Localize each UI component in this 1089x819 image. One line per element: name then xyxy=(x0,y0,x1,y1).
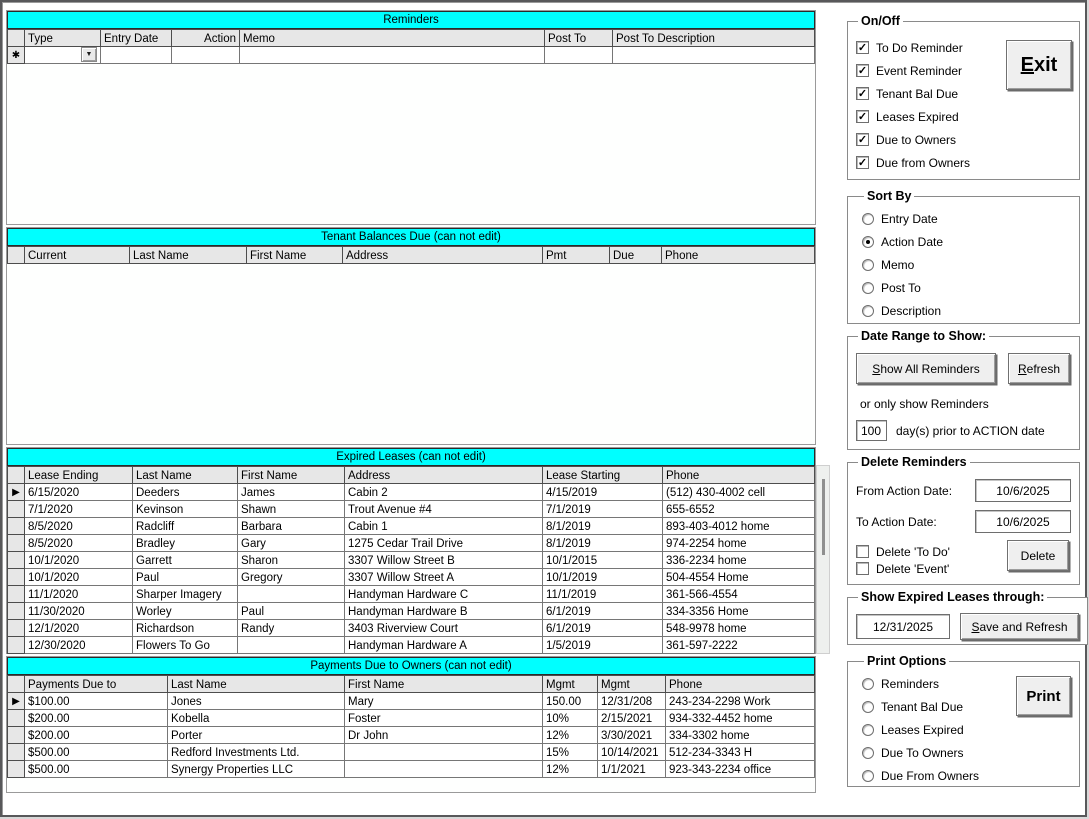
checkbox-leases-expired[interactable] xyxy=(856,105,1071,128)
cell[interactable]: $200.00 xyxy=(25,710,168,727)
tenant-balances-grid-title: Tenant Balances Due (can not edit) xyxy=(7,228,815,246)
current-row-marker[interactable]: ▶ xyxy=(8,693,25,710)
cell[interactable]: Handyman Hardware A xyxy=(345,637,543,654)
cell[interactable]: 1275 Cedar Trail Drive xyxy=(345,535,543,552)
sort-by-group xyxy=(847,189,1080,324)
row-selector[interactable] xyxy=(8,744,25,761)
on-off-group xyxy=(847,14,1080,180)
cell[interactable]: 8/5/2020 xyxy=(25,535,133,552)
from-action-date-label: From Action Date: xyxy=(856,483,953,498)
cell[interactable] xyxy=(238,586,345,603)
print-options-group-title: Print Options xyxy=(867,654,947,668)
row-selector[interactable] xyxy=(8,603,25,620)
exit-button[interactable]: E xit xyxy=(1006,40,1072,90)
column-header[interactable]: Post To Description xyxy=(613,30,815,47)
column-header[interactable]: Phone xyxy=(666,676,815,693)
option-label: Leases Expired xyxy=(881,722,964,737)
cell[interactable]: $200.00 xyxy=(25,727,168,744)
cell[interactable]: 10/1/2019 xyxy=(543,569,663,586)
expired-leases-table xyxy=(7,466,815,654)
save-and-refresh-button[interactable]: S ave and Refresh xyxy=(960,613,1079,640)
cell[interactable]: 12/30/2020 xyxy=(25,637,133,654)
refresh-button[interactable]: R efresh xyxy=(1008,353,1070,384)
cell[interactable]: $100.00 xyxy=(25,693,168,710)
column-header[interactable]: Post To xyxy=(545,30,613,47)
selector-header xyxy=(8,467,25,484)
cell[interactable]: 504-4554 Home xyxy=(663,569,815,586)
option-label: Entry Date xyxy=(881,211,938,226)
cell[interactable]: Handyman Hardware B xyxy=(345,603,543,620)
row-selector[interactable] xyxy=(8,761,25,778)
cell[interactable] xyxy=(345,761,543,778)
cell[interactable]: (512) 430-4002 cell xyxy=(663,484,815,501)
column-header[interactable]: Memo xyxy=(240,30,545,47)
table-row[interactable] xyxy=(8,637,815,654)
table-row[interactable] xyxy=(8,710,815,727)
cell[interactable]: 8/1/2019 xyxy=(543,535,663,552)
cell[interactable]: 655-6552 xyxy=(663,501,815,518)
column-header[interactable]: Last Name xyxy=(168,676,345,693)
radio-memo[interactable] xyxy=(862,253,1071,276)
cell[interactable]: 893-403-4012 home xyxy=(663,518,815,535)
cell[interactable]: 10/1/2020 xyxy=(25,552,133,569)
column-header[interactable]: Phone xyxy=(663,467,815,484)
row-selector[interactable] xyxy=(8,535,25,552)
cell[interactable]: Redford Investments Ltd. xyxy=(168,744,345,761)
checkbox-box-icon[interactable] xyxy=(856,562,869,575)
checkbox-box-icon[interactable]: ✓ xyxy=(857,157,868,169)
expired-through-date-input[interactable]: 12/31/2025 xyxy=(856,614,950,639)
option-label: Due from Owners xyxy=(876,155,971,170)
column-header[interactable]: Lease Ending xyxy=(25,467,133,484)
cell[interactable]: $500.00 xyxy=(25,761,168,778)
cell[interactable]: Foster xyxy=(345,710,543,727)
cell[interactable]: Dr John xyxy=(345,727,543,744)
tenant-balances-table xyxy=(7,246,815,264)
option-label: Post To xyxy=(881,280,921,295)
type-combobox[interactable] xyxy=(28,48,97,63)
delete-reminders-group-title: Delete Reminders xyxy=(861,455,967,469)
cell[interactable]: 2/15/2021 xyxy=(598,710,666,727)
current-row-marker[interactable]: ▶ xyxy=(8,484,25,501)
expired-leases-scrollbar[interactable] xyxy=(816,465,830,654)
checkbox-box-icon[interactable]: ✓ xyxy=(857,88,868,100)
table-row[interactable] xyxy=(8,693,815,710)
cell[interactable]: Jones xyxy=(168,693,345,710)
cell[interactable]: 6/1/2019 xyxy=(543,603,663,620)
tenant-balances-header-row xyxy=(8,247,815,264)
new-record-row[interactable] xyxy=(8,47,815,64)
chevron-down-icon[interactable]: ▼ xyxy=(81,47,97,62)
cell[interactable]: 150.00 xyxy=(543,693,598,710)
cell[interactable]: Paul xyxy=(238,603,345,620)
print-options-group xyxy=(847,654,1080,787)
cell[interactable]: 10/14/2021 xyxy=(598,744,666,761)
checkbox-box-icon[interactable]: ✓ xyxy=(857,42,868,54)
table-row[interactable] xyxy=(8,552,815,569)
cell[interactable]: 923-343-2234 office xyxy=(666,761,815,778)
delete-reminders-group xyxy=(847,455,1080,585)
cell[interactable]: Trout Avenue #4 xyxy=(345,501,543,518)
delete-button[interactable]: Delete xyxy=(1007,540,1069,571)
row-selector[interactable] xyxy=(8,637,25,654)
reminders-grid-title: Reminders xyxy=(7,11,815,29)
row-selector[interactable] xyxy=(8,569,25,586)
on-off-group-title: On/Off xyxy=(861,14,900,28)
checkbox-box-icon[interactable]: ✓ xyxy=(857,134,868,146)
cell[interactable]: Worley xyxy=(133,603,238,620)
cell[interactable]: 3307 Willow Street B xyxy=(345,552,543,569)
cell[interactable]: 12% xyxy=(543,727,598,744)
checkbox-box-icon[interactable] xyxy=(856,545,869,558)
type-cell[interactable] xyxy=(25,47,101,64)
cell[interactable]: 548-9978 home xyxy=(663,620,815,637)
column-header[interactable]: Address xyxy=(343,247,543,264)
cell[interactable]: Synergy Properties LLC xyxy=(168,761,345,778)
cell[interactable]: Mary xyxy=(345,693,543,710)
tenant-balances-grid xyxy=(6,227,816,445)
table-row[interactable] xyxy=(8,761,815,778)
row-selector[interactable] xyxy=(8,710,25,727)
column-header[interactable]: Lease Starting xyxy=(543,467,663,484)
new-row-marker: ✱ xyxy=(8,47,25,64)
cell[interactable]: 12/31/208 xyxy=(598,693,666,710)
row-selector[interactable] xyxy=(8,552,25,569)
expired-leases-header-row xyxy=(8,467,815,484)
cell[interactable]: 3/30/2021 xyxy=(598,727,666,744)
cell[interactable]: 7/1/2020 xyxy=(25,501,133,518)
cell[interactable]: Porter xyxy=(168,727,345,744)
cell[interactable]: Garrett xyxy=(133,552,238,569)
option-label: Due To Owners xyxy=(881,745,964,760)
table-row[interactable] xyxy=(8,620,815,637)
cell[interactable] xyxy=(345,744,543,761)
radio-post-to[interactable] xyxy=(862,276,1071,299)
cell[interactable]: 334-3302 home xyxy=(666,727,815,744)
column-header[interactable]: Action xyxy=(172,30,240,47)
option-label: Event Reminder xyxy=(876,63,963,78)
from-action-date-input[interactable]: 10/6/2025 xyxy=(975,479,1071,502)
post-to-cell[interactable] xyxy=(545,47,613,64)
column-header[interactable]: First Name xyxy=(247,247,343,264)
cell[interactable]: Sharon xyxy=(238,552,345,569)
days-label: day(s) prior to ACTION date xyxy=(896,423,1045,438)
row-selector[interactable] xyxy=(8,586,25,603)
payments-due-table xyxy=(7,675,815,778)
cell[interactable]: 8/1/2019 xyxy=(543,518,663,535)
column-header[interactable]: Address xyxy=(345,467,543,484)
cell[interactable]: 336-2234 home xyxy=(663,552,815,569)
cell[interactable]: 12/1/2020 xyxy=(25,620,133,637)
cell[interactable]: 10/1/2015 xyxy=(543,552,663,569)
radio-circle-icon[interactable] xyxy=(862,770,874,782)
option-label: Tenant Bal Due xyxy=(876,86,959,101)
radio-circle-icon[interactable] xyxy=(862,236,874,248)
reminders-table xyxy=(7,29,815,64)
column-header[interactable]: First Name xyxy=(238,467,345,484)
cell[interactable]: 7/1/2019 xyxy=(543,501,663,518)
tenant-balances-empty-area xyxy=(7,264,815,443)
column-header[interactable]: Pmt xyxy=(543,247,610,264)
date-range-group xyxy=(847,329,1080,450)
option-label: Description xyxy=(881,303,942,318)
cell[interactable]: 4/15/2019 xyxy=(543,484,663,501)
cell[interactable]: 11/1/2020 xyxy=(25,586,133,603)
control-panel xyxy=(847,6,1080,787)
row-selector[interactable] xyxy=(8,501,25,518)
cell[interactable]: 974-2254 home xyxy=(663,535,815,552)
cell[interactable]: 10/1/2020 xyxy=(25,569,133,586)
cell[interactable]: 6/15/2020 xyxy=(25,484,133,501)
selector-header xyxy=(8,30,25,47)
cell[interactable]: Deeders xyxy=(133,484,238,501)
column-header[interactable]: Last Name xyxy=(130,247,247,264)
cell[interactable]: Handyman Hardware C xyxy=(345,586,543,603)
radio-circle-icon[interactable] xyxy=(862,282,874,294)
column-header[interactable]: Last Name xyxy=(133,467,238,484)
cell[interactable]: Randy xyxy=(238,620,345,637)
radio-leases-expired[interactable] xyxy=(862,718,1071,741)
post-to-description-cell[interactable] xyxy=(613,47,815,64)
table-row[interactable] xyxy=(8,501,815,518)
radio-circle-icon[interactable] xyxy=(862,724,874,736)
cell[interactable]: 361-597-2222 xyxy=(663,637,815,654)
checkbox-due-from-owners[interactable] xyxy=(856,151,1071,174)
show-expired-leases-group xyxy=(847,590,1088,645)
reminders-empty-area xyxy=(7,64,815,224)
cell[interactable] xyxy=(238,637,345,654)
option-label: Leases Expired xyxy=(876,109,959,124)
table-row[interactable] xyxy=(8,603,815,620)
column-header[interactable]: Mgmt xyxy=(543,676,598,693)
table-row[interactable] xyxy=(8,535,815,552)
radio-entry-date[interactable] xyxy=(862,207,1071,230)
cell[interactable]: 10% xyxy=(543,710,598,727)
table-row[interactable] xyxy=(8,727,815,744)
column-header[interactable]: Entry Date xyxy=(101,30,172,47)
cell[interactable]: 6/1/2019 xyxy=(543,620,663,637)
cell[interactable]: Cabin 2 xyxy=(345,484,543,501)
option-label: Delete 'To Do' xyxy=(876,544,950,559)
cell[interactable]: Shawn xyxy=(238,501,345,518)
row-selector[interactable] xyxy=(8,727,25,744)
table-row[interactable] xyxy=(8,586,815,603)
radio-due-to-owners[interactable] xyxy=(862,741,1071,764)
cell[interactable]: Cabin 1 xyxy=(345,518,543,535)
checkbox-box-icon[interactable]: ✓ xyxy=(857,65,868,77)
column-header[interactable]: First Name xyxy=(345,676,543,693)
radio-due-from-owners[interactable] xyxy=(862,764,1071,787)
option-label: To Do Reminder xyxy=(876,40,963,55)
action-cell[interactable] xyxy=(172,47,240,64)
radio-circle-icon[interactable] xyxy=(862,678,874,690)
cell[interactable]: 1/5/2019 xyxy=(543,637,663,654)
cell[interactable]: 334-3356 Home xyxy=(663,603,815,620)
cell[interactable]: 512-234-3343 H xyxy=(666,744,815,761)
radio-circle-icon[interactable] xyxy=(862,213,874,225)
radio-circle-icon[interactable] xyxy=(862,305,874,317)
cell[interactable]: Richardson xyxy=(133,620,238,637)
option-label: Due From Owners xyxy=(881,768,980,783)
cell[interactable]: 15% xyxy=(543,744,598,761)
table-row[interactable] xyxy=(8,518,815,535)
date-range-group-title: Date Range to Show: xyxy=(861,329,987,343)
radio-circle-icon[interactable] xyxy=(862,747,874,759)
cell[interactable]: 243-234-2298 Work xyxy=(666,693,815,710)
show-all-reminders-button[interactable]: S how All Reminders xyxy=(856,353,996,384)
cell[interactable]: Paul xyxy=(133,569,238,586)
column-header[interactable]: Mgmt xyxy=(598,676,666,693)
cell[interactable]: Radcliff xyxy=(133,518,238,535)
reminders-grid xyxy=(6,10,816,225)
table-row[interactable] xyxy=(8,744,815,761)
scrollbar-thumb[interactable] xyxy=(822,479,825,555)
cell[interactable]: 11/30/2020 xyxy=(25,603,133,620)
column-header[interactable]: Type xyxy=(25,30,101,47)
expired-leases-grid-title: Expired Leases (can not edit) xyxy=(7,448,815,466)
payments-empty-area xyxy=(7,778,815,792)
days-input[interactable]: 100 xyxy=(856,420,887,441)
payments-due-grid xyxy=(6,656,816,793)
option-label: Delete 'Event' xyxy=(876,561,950,576)
cell[interactable]: Kobella xyxy=(168,710,345,727)
to-action-date-input[interactable]: 10/6/2025 xyxy=(975,510,1071,533)
cell[interactable]: Gregory xyxy=(238,569,345,586)
expired-leases-grid xyxy=(6,447,816,654)
cell[interactable]: Kevinson xyxy=(133,501,238,518)
checkbox-due-to-owners[interactable] xyxy=(856,128,1071,151)
cell[interactable]: 12% xyxy=(543,761,598,778)
radio-circle-icon[interactable] xyxy=(862,259,874,271)
cell[interactable]: 934-332-4452 home xyxy=(666,710,815,727)
to-action-date-label: To Action Date: xyxy=(856,514,937,529)
column-header[interactable]: Payments Due to xyxy=(25,676,168,693)
checkbox-box-icon[interactable]: ✓ xyxy=(857,111,868,123)
cell[interactable]: James xyxy=(238,484,345,501)
radio-description[interactable] xyxy=(862,299,1071,322)
column-header[interactable]: Due xyxy=(610,247,662,264)
option-label: Due to Owners xyxy=(876,132,957,147)
row-selector[interactable] xyxy=(8,620,25,637)
payments-due-grid-title: Payments Due to Owners (can not edit) xyxy=(7,657,815,675)
sort-by-group-title: Sort By xyxy=(867,189,912,203)
option-label: Tenant Bal Due xyxy=(881,699,964,714)
date-range-hint: or only show Reminders xyxy=(860,397,989,411)
table-row[interactable] xyxy=(8,484,815,501)
row-selector[interactable] xyxy=(8,518,25,535)
cell[interactable]: 1/1/2021 xyxy=(598,761,666,778)
table-row[interactable] xyxy=(8,569,815,586)
option-label: Action Date xyxy=(881,234,944,249)
option-label: Memo xyxy=(881,257,915,272)
cell[interactable]: Sharper Imagery xyxy=(133,586,238,603)
cell[interactable]: Bradley xyxy=(133,535,238,552)
selector-header xyxy=(8,247,25,264)
cell[interactable]: $500.00 xyxy=(25,744,168,761)
cell[interactable]: 361-566-4554 xyxy=(663,586,815,603)
memo-cell[interactable] xyxy=(240,47,545,64)
radio-circle-icon[interactable] xyxy=(862,701,874,713)
reminders-header-row xyxy=(8,30,815,47)
column-header[interactable]: Current xyxy=(25,247,130,264)
cell[interactable]: Barbara xyxy=(238,518,345,535)
radio-action-date[interactable] xyxy=(862,230,1071,253)
option-label: Reminders xyxy=(881,676,940,691)
cell[interactable]: 11/1/2019 xyxy=(543,586,663,603)
cell[interactable]: Flowers To Go xyxy=(133,637,238,654)
print-button[interactable]: Print xyxy=(1016,676,1071,716)
cell[interactable]: Gary xyxy=(238,535,345,552)
cell[interactable]: 8/5/2020 xyxy=(25,518,133,535)
show-expired-leases-group-title: Show Expired Leases through: xyxy=(861,590,1045,604)
cell[interactable]: 3307 Willow Street A xyxy=(345,569,543,586)
cell[interactable]: 3403 Riverview Court xyxy=(345,620,543,637)
payments-due-header-row xyxy=(8,676,815,693)
column-header[interactable]: Phone xyxy=(662,247,815,264)
sort-by-radio-list xyxy=(862,207,1071,322)
selector-header xyxy=(8,676,25,693)
entry-date-cell[interactable] xyxy=(101,47,172,64)
